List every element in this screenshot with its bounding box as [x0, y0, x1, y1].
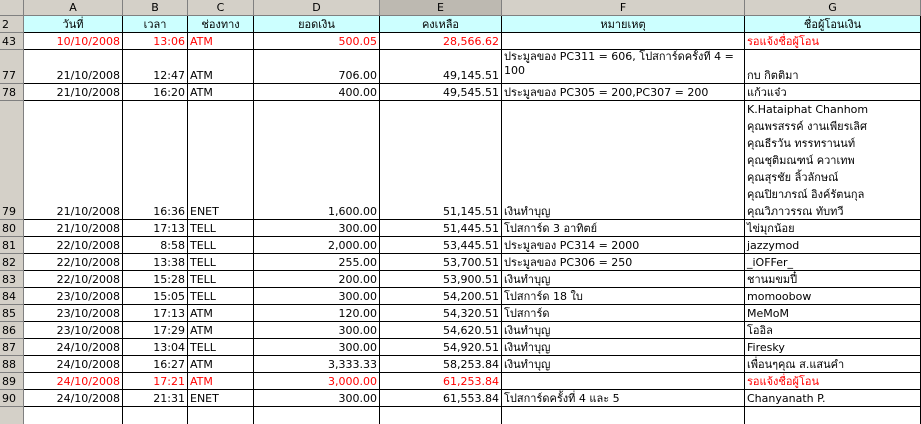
- sender-cell[interactable]: momoobow: [745, 288, 921, 305]
- channel-cell[interactable]: ENET: [188, 101, 254, 220]
- channel-header[interactable]: ช่องทาง: [188, 16, 254, 33]
- row-header[interactable]: 88: [0, 356, 24, 373]
- column-header-a[interactable]: A: [24, 0, 123, 16]
- channel-cell[interactable]: TELL: [188, 220, 254, 237]
- note-cell[interactable]: เงินทำบุญ: [502, 322, 745, 339]
- empty-cell[interactable]: [254, 407, 380, 424]
- table-row: [0, 390, 921, 407]
- amount-cell[interactable]: 706.00: [254, 50, 380, 84]
- row-header[interactable]: 84: [0, 288, 24, 305]
- note-cell[interactable]: [502, 33, 745, 50]
- row-header[interactable]: 86: [0, 322, 24, 339]
- column-header-e[interactable]: E: [380, 0, 502, 16]
- empty-row: [0, 407, 921, 424]
- table-row: [0, 305, 921, 322]
- balance-cell[interactable]: 53,700.51: [380, 254, 502, 271]
- table-row: [0, 271, 921, 288]
- date-cell[interactable]: 21/10/2008: [24, 101, 123, 220]
- amount-cell[interactable]: 200.00: [254, 271, 380, 288]
- table-row: [0, 322, 921, 339]
- empty-cell[interactable]: [123, 407, 188, 424]
- date-cell[interactable]: 10/10/2008: [24, 33, 123, 50]
- channel-cell[interactable]: TELL: [188, 339, 254, 356]
- note-cell[interactable]: โปสการ์ด 18 ใบ: [502, 288, 745, 305]
- sender-cell[interactable]: Firesky: [745, 339, 921, 356]
- date-header[interactable]: วันที่: [24, 16, 123, 33]
- table-row: [0, 254, 921, 271]
- sender-name-line: คุณธีรวัน ทรรทรานนท์: [747, 137, 856, 150]
- amount-cell[interactable]: 3,333.33: [254, 356, 380, 373]
- row-header[interactable]: 85: [0, 305, 24, 322]
- balance-cell[interactable]: 51,145.51: [380, 101, 502, 220]
- sender-cell[interactable]: Chanyanath P.: [745, 390, 921, 407]
- date-cell[interactable]: 21/10/2008: [24, 220, 123, 237]
- table-row: [0, 33, 921, 50]
- time-header[interactable]: เวลา: [123, 16, 188, 33]
- amount-cell[interactable]: 2,000.00: [254, 237, 380, 254]
- sender-cell[interactable]: [745, 101, 921, 220]
- balance-cell[interactable]: 49,545.51: [380, 84, 502, 101]
- sender-name-line: คุณชุติมณฑน์ ควาเทพ: [747, 154, 855, 167]
- sender-cell[interactable]: แก้วแจ๋ว: [745, 84, 921, 101]
- channel-cell[interactable]: TELL: [188, 288, 254, 305]
- sender-name-line: คุณพรสรรค์ งานเพียรเลิศ: [747, 120, 868, 133]
- column-header-f[interactable]: F: [502, 0, 745, 16]
- time-cell[interactable]: 13:38: [123, 254, 188, 271]
- empty-cell[interactable]: [502, 407, 745, 424]
- note-cell[interactable]: เงินทำบุญ: [502, 356, 745, 373]
- amount-cell[interactable]: 300.00: [254, 220, 380, 237]
- amount-cell[interactable]: 500.05: [254, 33, 380, 50]
- note-cell[interactable]: โปสการ์ดครั้งที่ 4 และ 5: [502, 390, 745, 407]
- empty-cell[interactable]: [24, 407, 123, 424]
- empty-cell[interactable]: [380, 407, 502, 424]
- amount-cell[interactable]: 400.00: [254, 84, 380, 101]
- date-cell[interactable]: 22/10/2008: [24, 254, 123, 271]
- time-cell[interactable]: 17:21: [123, 373, 188, 390]
- time-cell[interactable]: 17:13: [123, 305, 188, 322]
- note-cell[interactable]: ประมูลของ PC306 = 250: [502, 254, 745, 271]
- row-header[interactable]: 82: [0, 254, 24, 271]
- table-header-row: [0, 16, 921, 33]
- table-row: [0, 237, 921, 254]
- column-header-row: [0, 0, 921, 16]
- time-cell[interactable]: 16:36: [123, 101, 188, 220]
- balance-cell[interactable]: 53,900.51: [380, 271, 502, 288]
- balance-cell[interactable]: 54,320.51: [380, 305, 502, 322]
- date-cell[interactable]: 23/10/2008: [24, 288, 123, 305]
- note-cell[interactable]: ประมูลของ PC305 = 200,PC307 = 200: [502, 84, 745, 101]
- row-header[interactable]: 89: [0, 373, 24, 390]
- amount-cell[interactable]: 300.00: [254, 322, 380, 339]
- table-row: [0, 84, 921, 101]
- empty-cell[interactable]: [188, 407, 254, 424]
- date-cell[interactable]: 24/10/2008: [24, 390, 123, 407]
- time-cell[interactable]: 17:13: [123, 220, 188, 237]
- date-cell[interactable]: 22/10/2008: [24, 271, 123, 288]
- balance-header[interactable]: คงเหลือ: [380, 16, 502, 33]
- channel-cell[interactable]: ATM: [188, 50, 254, 84]
- row-header[interactable]: 87: [0, 339, 24, 356]
- channel-cell[interactable]: ATM: [188, 33, 254, 50]
- column-header-g[interactable]: G: [745, 0, 921, 16]
- row-header[interactable]: 81: [0, 237, 24, 254]
- column-header-b[interactable]: B: [123, 0, 188, 16]
- time-cell[interactable]: 15:05: [123, 288, 188, 305]
- amount-cell[interactable]: 300.00: [254, 390, 380, 407]
- date-cell[interactable]: 23/10/2008: [24, 305, 123, 322]
- note-cell[interactable]: เงินทำบุญ: [502, 339, 745, 356]
- balance-cell[interactable]: 28,566.62: [380, 33, 502, 50]
- channel-cell[interactable]: TELL: [188, 271, 254, 288]
- channel-cell[interactable]: ENET: [188, 390, 254, 407]
- note-cell[interactable]: ประมูลของ PC311 = 606, โปสการ์ดครั้งที่ 4 = 100: [502, 50, 745, 84]
- sender-cell[interactable]: jazzymod: [745, 237, 921, 254]
- sender-name-line: K.Hataiphat Chanhom: [747, 103, 869, 116]
- note-cell[interactable]: เงินทำบุญ: [502, 101, 745, 220]
- balance-cell[interactable]: 58,253.84: [380, 356, 502, 373]
- balance-cell[interactable]: 54,200.51: [380, 288, 502, 305]
- time-cell[interactable]: 8:58: [123, 237, 188, 254]
- row-header[interactable]: 90: [0, 390, 24, 407]
- channel-cell[interactable]: ATM: [188, 305, 254, 322]
- column-header-d[interactable]: D: [254, 0, 380, 16]
- time-cell[interactable]: 16:20: [123, 84, 188, 101]
- balance-cell[interactable]: 54,620.51: [380, 322, 502, 339]
- note-cell[interactable]: [502, 373, 745, 390]
- date-cell[interactable]: 24/10/2008: [24, 356, 123, 373]
- sender-cell[interactable]: กบ กิตติมา: [745, 50, 921, 84]
- select-all-corner[interactable]: [0, 0, 24, 16]
- empty-cell[interactable]: [745, 407, 921, 424]
- time-cell[interactable]: 13:06: [123, 33, 188, 50]
- date-cell[interactable]: 21/10/2008: [24, 84, 123, 101]
- table-row: [0, 50, 921, 84]
- note-cell[interactable]: โปสการ์ด: [502, 305, 745, 322]
- sender-cell[interactable]: โออิล: [745, 322, 921, 339]
- amount-cell[interactable]: 255.00: [254, 254, 380, 271]
- time-cell[interactable]: 12:47: [123, 50, 188, 84]
- time-cell[interactable]: 17:29: [123, 322, 188, 339]
- row-header[interactable]: 83: [0, 271, 24, 288]
- row-header[interactable]: [0, 407, 24, 424]
- row-header[interactable]: 43: [0, 33, 24, 50]
- amount-cell[interactable]: 300.00: [254, 339, 380, 356]
- time-cell[interactable]: 13:04: [123, 339, 188, 356]
- sender-cell[interactable]: ไข่มุกน้อย: [745, 220, 921, 237]
- sender-name-line: คุณสุรชัย ลิ้วลักษณ์: [747, 171, 839, 184]
- balance-cell[interactable]: 53,445.51: [380, 237, 502, 254]
- sender-cell[interactable]: ชานมขมปี๋: [745, 271, 921, 288]
- table-row: [0, 373, 921, 390]
- time-cell[interactable]: 21:31: [123, 390, 188, 407]
- channel-cell[interactable]: ATM: [188, 322, 254, 339]
- note-cell[interactable]: เงินทำบุญ: [502, 271, 745, 288]
- sender-cell[interactable]: _iOFFer_: [745, 254, 921, 271]
- table-row: [0, 101, 921, 220]
- row-header[interactable]: 77: [0, 50, 24, 84]
- table-row: [0, 339, 921, 356]
- amount-header[interactable]: ยอดเงิน: [254, 16, 380, 33]
- amount-cell[interactable]: 300.00: [254, 288, 380, 305]
- column-header-c[interactable]: C: [188, 0, 254, 16]
- balance-cell[interactable]: 61,253.84: [380, 373, 502, 390]
- amount-cell[interactable]: 1,600.00: [254, 101, 380, 220]
- note-header[interactable]: หมายเหตุ: [502, 16, 745, 33]
- date-cell[interactable]: 24/10/2008: [24, 373, 123, 390]
- channel-cell[interactable]: ATM: [188, 356, 254, 373]
- time-cell[interactable]: 16:27: [123, 356, 188, 373]
- time-cell[interactable]: 15:28: [123, 271, 188, 288]
- date-cell[interactable]: 24/10/2008: [24, 339, 123, 356]
- sender-cell[interactable]: เพื่อนๆคุณ ส.แสนคำ: [745, 356, 921, 373]
- row-header[interactable]: 78: [0, 84, 24, 101]
- table-row: [0, 356, 921, 373]
- balance-cell[interactable]: 61,553.84: [380, 390, 502, 407]
- note-cell[interactable]: ประมูลของ PC314 = 2000: [502, 237, 745, 254]
- row-header[interactable]: 80: [0, 220, 24, 237]
- channel-cell[interactable]: ATM: [188, 84, 254, 101]
- table-row: [0, 220, 921, 237]
- sender-name-line: คุณปิยาภรณ์ อิงค์รัตนกุล: [747, 188, 865, 201]
- balance-cell[interactable]: 49,145.51: [380, 50, 502, 84]
- sender-header[interactable]: ชื่อผู้โอนเงิน: [745, 16, 921, 33]
- table-row: [0, 288, 921, 305]
- sender-cell[interactable]: MeMoM: [745, 305, 921, 322]
- date-cell[interactable]: 23/10/2008: [24, 322, 123, 339]
- date-cell[interactable]: 22/10/2008: [24, 237, 123, 254]
- note-cell[interactable]: โปสการ์ด 3 อาทิตย์: [502, 220, 745, 237]
- row-header[interactable]: 79: [0, 101, 24, 220]
- row-header[interactable]: 2: [0, 16, 24, 33]
- sender-cell[interactable]: รอแจ้งชื่อผู้โอน: [745, 33, 921, 50]
- balance-cell[interactable]: 54,920.51: [380, 339, 502, 356]
- sender-name-line: คุณวิภาวรรณ ทับทวี: [747, 205, 844, 218]
- sender-cell[interactable]: รอแจ้งชื่อผู้โอน: [745, 373, 921, 390]
- channel-cell[interactable]: TELL: [188, 237, 254, 254]
- amount-cell[interactable]: 120.00: [254, 305, 380, 322]
- channel-cell[interactable]: TELL: [188, 254, 254, 271]
- date-cell[interactable]: 21/10/2008: [24, 50, 123, 84]
- channel-cell[interactable]: ATM: [188, 373, 254, 390]
- balance-cell[interactable]: 51,445.51: [380, 220, 502, 237]
- amount-cell[interactable]: 3,000.00: [254, 373, 380, 390]
